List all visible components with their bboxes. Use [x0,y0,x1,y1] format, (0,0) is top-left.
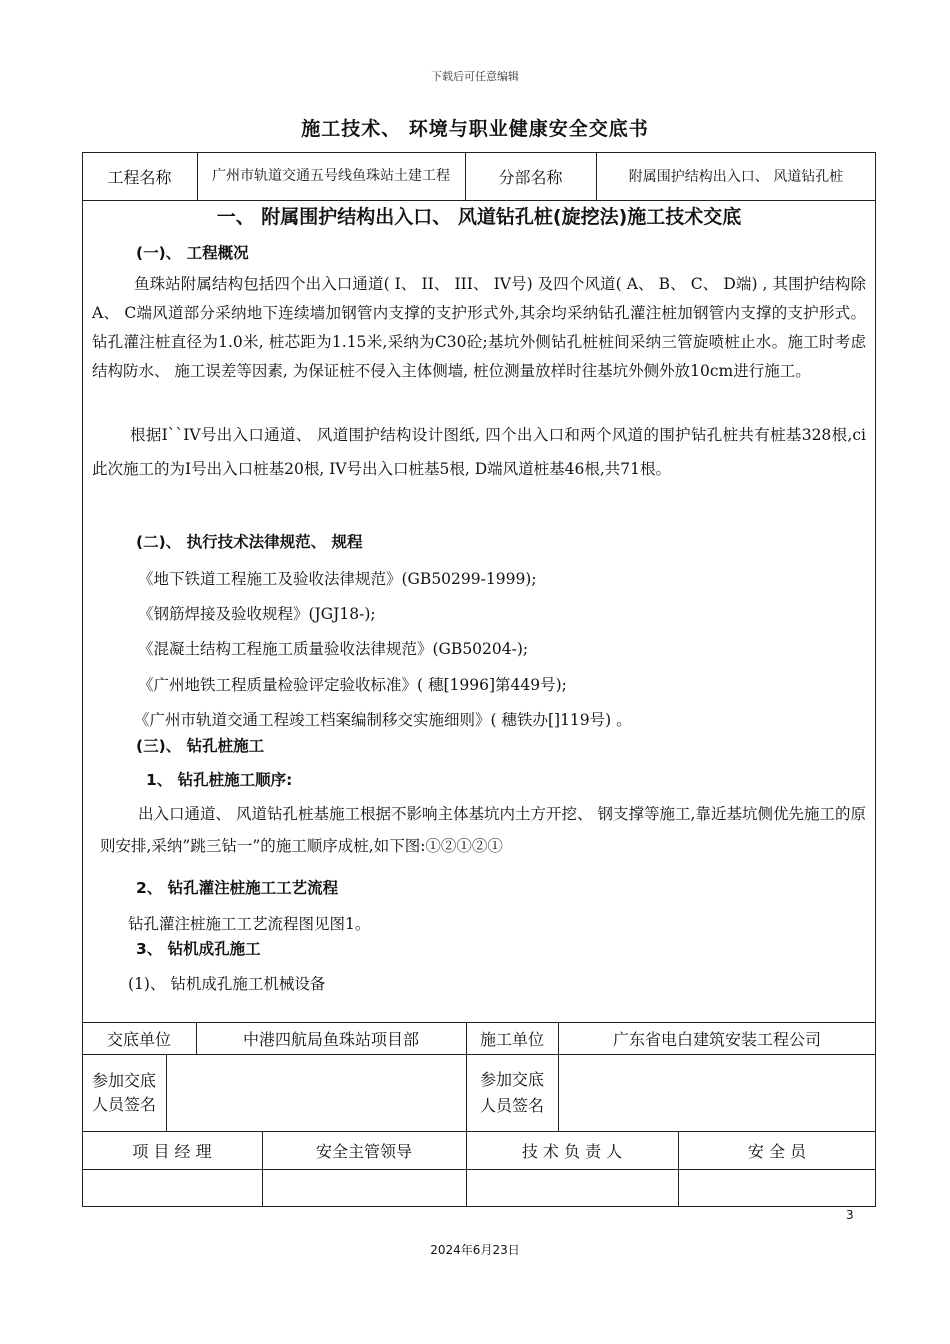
regulation-item: 《混凝土结构工程施工质量验收法律规范》(GB50204-); [138,640,529,658]
overview-paragraph-2: 根据I``IV号出入口通道、 风道围护结构设计图纸, 四个出入口和两个风道的围护钻孔桩共有桩基328根,ci此次施工的为I号出入口桩基20根, IV号出入口桩基5根, D端风道桩基46根,共71根。 [92,426,866,478]
heading-drilling: 3、 钻机成孔施工 [136,940,261,958]
regulation-item: 《广州市轨道交通工程竣工档案编制移交实施细则》( 穗铁办[]119号) 。 [134,711,632,729]
heading-process-flow: 2、 钻孔灌注桩施工工艺流程 [136,879,339,897]
sign-cell-project-manager[interactable] [82,1169,262,1207]
page-number: 3 [846,1208,854,1222]
process-flow-paragraph: 钻孔灌注桩施工工艺流程图见图1。 [128,915,371,933]
overview-paragraph-1: 鱼珠站附属结构包括四个出入口通道( I、 II、 III、 IV号) 及四个风道( A、 B、 C、 D端) , 其围护结构除A、 C端风道部分采纳地下连续墙加钢管内支撑的支护形式外,其余均采纳钻孔灌注桩加钢管内支撑的支护形式。钻孔灌注桩直径为1.0米, 桩芯距为1.15米,采纳为C30砼;基坑外侧钻孔桩桩间采纳三管旋喷桩止水。施工时考虑结构防水、 施工误差等因素, 为保证桩不侵入主体侧墙, 桩位测量放样时往基坑外侧外放10cm进行施工。 [92,275,866,380]
footer-date: 2024年6月23日 [430,1243,520,1257]
heading-overview: (一)、 工程概况 [136,244,249,262]
heading-pile-sequence: 1、 钻孔桩施工顺序: [146,771,293,789]
sign-cell-safety-lead[interactable] [262,1169,466,1207]
regulation-item: 《广州地铁工程质量检验评定验收标准》( 穗[1996]第449号); [138,676,567,694]
drilling-equipment-item: (1)、 钻机成孔施工机械设备 [128,975,326,993]
project-name-value: 广州市轨道交通五号线鱼珠站土建工程 [212,168,450,184]
receiver-sign-field[interactable] [558,1054,876,1131]
heading-bored-pile: (三)、 钻孔桩施工 [136,737,265,755]
heading-regulations: (二)、 执行技术法律规范、 规程 [136,533,363,551]
issuer-value: 中港四航局鱼珠站项目部 [242,1029,419,1049]
contractor-value: 广东省电白建筑安装工程公司 [612,1029,821,1049]
section-title: 一、 附属围护结构出入口、 风道钻孔桩(旋挖法)施工技术交底 [216,206,742,228]
receiver-sign-label: 参加交底人员签名 [479,1069,544,1115]
pile-sequence-paragraph: 出入口通道、 风道钻孔桩基施工根据不影响主体基坑内土方开挖、 钢支撑等施工,靠近基坑侧优先施工的原则安排,采纳”跳三钻一”的施工顺序成桩,如下图:①②①②① [100,805,866,855]
project-name-label: 工程名称 [107,167,172,187]
role-technical-lead: 技 术 负 责 人 [521,1141,623,1161]
document-title: 施工技术、 环境与职业健康安全交底书 [301,118,649,140]
subdivision-value: 附属围护结构出入口、 风道钻孔桩 [628,169,844,185]
issuer-label: 交底单位 [106,1029,171,1049]
sign-cell-technical-lead[interactable] [466,1169,678,1207]
sign-cell-safety-officer[interactable] [678,1169,876,1207]
issuer-sign-field[interactable] [166,1054,466,1131]
regulation-item: 《地下铁道工程施工及验收法律规范》(GB50299-1999); [138,570,537,588]
regulation-item: 《钢筋焊接及验收规程》(JGJ18-); [138,605,376,623]
subdivision-label: 分部名称 [498,167,563,187]
role-safety-lead: 安全主管领导 [315,1141,412,1161]
role-safety-officer: 安 全 员 [747,1141,807,1161]
role-project-manager: 项 目 经 理 [132,1141,212,1161]
contractor-label: 施工单位 [479,1029,544,1049]
issuer-sign-label: 参加交底人员签名 [91,1070,156,1114]
header-note: 下载后可任意编辑 [431,70,519,83]
